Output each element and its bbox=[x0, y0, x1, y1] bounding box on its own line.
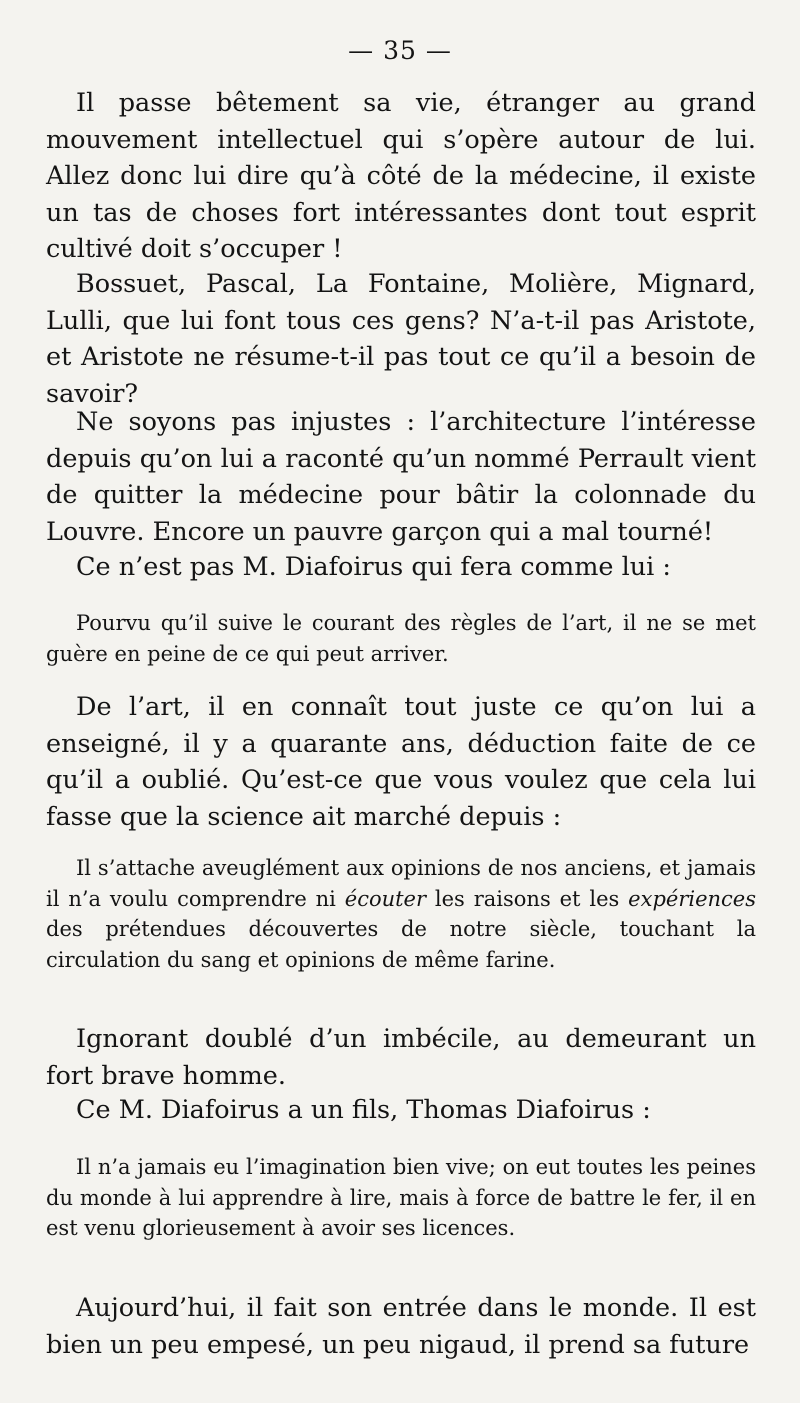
quote-text: Pourvu qu’il suive le courant des règles de l’art, il ne se met guère en peine de ce qui peut arriver. bbox=[46, 611, 756, 666]
paragraph-bossuet bbox=[46, 266, 756, 412]
paragraph-diafoirus-comme-lui bbox=[46, 549, 756, 586]
paragraph-text: De l’art, il en connaît tout juste ce qu’on lui a enseigné, il y a quarante ans, déduction faite de ce qu’il a oublié. Qu’est-ce que vous voulez que cela lui fasse que la science ait marché depuis : bbox=[46, 692, 756, 832]
paragraph-text: Ce M. Diafoirus a un fils, Thomas Diafoirus : bbox=[76, 1095, 651, 1125]
paragraph-ignorant bbox=[46, 1021, 756, 1094]
paragraph-text: Bossuet, Pascal, La Fontaine, Molière, Mignard, Lulli, que lui font tous ces gens? N’a-t-il pas Aristote, et Aristote ne résume-t-il pas tout ce qu’il a besoin de savoir? bbox=[46, 269, 756, 409]
paragraph-architecture bbox=[46, 404, 756, 550]
emphasis-ecouter: écouter bbox=[344, 886, 427, 911]
paragraph-text: Ne soyons pas injustes : l’architecture l’intéresse depuis qu’on lui a raconté qu’un nommé Perrault vient de quitter la médecine pour bâtir la colonnade du Louvre. Encore un pauvre garçon qui a mal tourné! bbox=[46, 407, 756, 547]
emphasis-experiences: expériences bbox=[628, 886, 756, 911]
paragraph-aujourdhui bbox=[46, 1290, 756, 1363]
paragraph-diafoirus-life bbox=[46, 85, 756, 268]
paragraph-text: Ignorant doublé d’un imbécile, au demeurant un fort brave homme. bbox=[46, 1024, 756, 1091]
quote-thomas bbox=[46, 1152, 756, 1244]
paragraph-art bbox=[46, 689, 756, 835]
quote-anciens bbox=[46, 853, 756, 975]
paragraph-text: Aujourd’hui, il fait son entrée dans le monde. Il est bien un peu empesé, un peu nigaud, il prend sa future bbox=[46, 1293, 756, 1360]
quote-text: Il n’a jamais eu l’imagination bien vive; on eut toutes les peines du monde à lui apprendre à lire, mais à force de battre le fer, il en est venu glorieusement à avoir ses licences. bbox=[46, 1155, 756, 1240]
paragraph-fils bbox=[46, 1092, 756, 1129]
paragraph-text: Il passe bêtement sa vie, étranger au grand mouvement intellectuel qui s’opère autour de lui. Allez donc lui dire qu’à côté de la médecine, il existe un tas de choses fort intéressantes dont tout esprit cultivé doit s’occuper ! bbox=[46, 88, 756, 264]
page-number: — 35 — bbox=[348, 36, 452, 65]
quote-regles-art bbox=[46, 608, 756, 669]
quote-text: Il s’attache aveuglément aux opinions de nos anciens, et jamais il n’a voulu comprendre ni écouter les raisons et les expériences des prétendues découvertes de notre siècle, touchant la circulation du sang et opinions de même farine. bbox=[46, 856, 756, 972]
paragraph-text: Ce n’est pas M. Diafoirus qui fera comme lui : bbox=[76, 552, 672, 582]
